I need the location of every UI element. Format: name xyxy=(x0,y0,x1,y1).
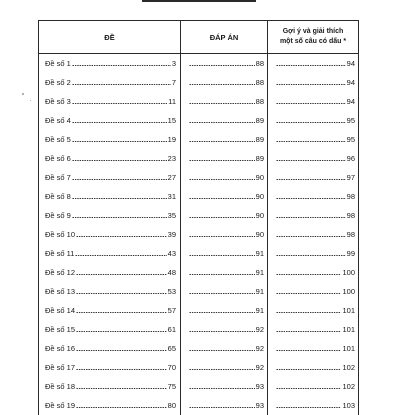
table-row xyxy=(39,73,358,92)
leader-dots xyxy=(276,407,341,408)
exam-cell xyxy=(39,54,181,73)
leader-dots xyxy=(76,350,167,351)
exam-cell xyxy=(39,282,181,301)
exam-label: Đề số 3 xyxy=(45,97,71,106)
exam-cell xyxy=(39,244,181,263)
leader-dots xyxy=(189,369,255,370)
answer-cell xyxy=(181,111,268,130)
scan-speck xyxy=(30,100,31,101)
exam-cell xyxy=(39,111,181,130)
table-row xyxy=(39,168,358,187)
exam-page: 75 xyxy=(167,382,176,391)
leader-dots xyxy=(189,312,255,313)
answer-page: 89 xyxy=(255,116,264,125)
leader-dots xyxy=(276,141,346,142)
leader-dots xyxy=(76,407,167,408)
leader-dots xyxy=(276,198,346,199)
exam-label: Đề số 6 xyxy=(45,154,71,163)
leader-dots xyxy=(276,236,346,237)
hint-page: 100 xyxy=(342,268,355,277)
answer-page: 90 xyxy=(255,211,264,220)
exam-page: 3 xyxy=(171,59,176,68)
table-row xyxy=(39,377,358,396)
hint-page: 102 xyxy=(342,363,355,372)
hint-page: 101 xyxy=(342,325,355,334)
answer-page: 92 xyxy=(255,344,264,353)
answer-cell xyxy=(181,282,268,301)
leader-dots xyxy=(276,255,346,256)
hint-page: 94 xyxy=(346,97,355,106)
answer-page: 93 xyxy=(255,401,264,410)
hint-cell xyxy=(268,130,358,149)
exam-page: 70 xyxy=(167,363,176,372)
hint-cell xyxy=(268,225,358,244)
exam-cell xyxy=(39,358,181,377)
leader-dots xyxy=(189,255,255,256)
exam-label: Đề số 19 xyxy=(45,401,76,410)
hint-page: 94 xyxy=(346,59,355,68)
leader-dots xyxy=(189,103,255,104)
hint-page: 101 xyxy=(342,306,355,315)
answer-page: 90 xyxy=(255,173,264,182)
header-exam: ĐỀ xyxy=(39,21,181,53)
exam-cell xyxy=(39,149,181,168)
hint-cell xyxy=(268,54,358,73)
header-hints xyxy=(268,21,358,53)
table-row xyxy=(39,92,358,111)
hint-page: 98 xyxy=(346,192,355,201)
hint-cell xyxy=(268,168,358,187)
leader-dots xyxy=(76,369,167,370)
leader-dots xyxy=(189,84,255,85)
table-row xyxy=(39,320,358,339)
table-body xyxy=(39,54,358,415)
hint-cell xyxy=(268,111,358,130)
exam-page: 23 xyxy=(167,154,176,163)
exam-page: 15 xyxy=(167,116,176,125)
answer-cell xyxy=(181,73,268,92)
hint-page: 102 xyxy=(342,382,355,391)
leader-dots xyxy=(189,331,255,332)
exam-page: 43 xyxy=(167,249,176,258)
hint-cell xyxy=(268,263,358,282)
answer-page: 91 xyxy=(255,306,264,315)
exam-cell xyxy=(39,263,181,282)
leader-dots xyxy=(276,331,341,332)
leader-dots xyxy=(72,198,167,199)
leader-dots xyxy=(276,350,341,351)
answer-cell xyxy=(181,168,268,187)
table-row xyxy=(39,225,358,244)
hint-page: 98 xyxy=(346,211,355,220)
leader-dots xyxy=(189,388,255,389)
exam-cell xyxy=(39,130,181,149)
answer-cell xyxy=(181,339,268,358)
scan-speck xyxy=(22,93,24,95)
leader-dots xyxy=(72,141,167,142)
leader-dots xyxy=(72,160,167,161)
exam-page: 35 xyxy=(167,211,176,220)
exam-label: Đề số 13 xyxy=(45,287,76,296)
exam-cell xyxy=(39,377,181,396)
answer-page: 90 xyxy=(255,230,264,239)
top-rule-decoration xyxy=(142,0,256,2)
leader-dots xyxy=(76,274,167,275)
answer-cell xyxy=(181,320,268,339)
hint-page: 96 xyxy=(346,154,355,163)
answer-cell xyxy=(181,206,268,225)
answer-page: 93 xyxy=(255,382,264,391)
exam-label: Đề số 11 xyxy=(45,249,75,258)
hint-cell xyxy=(268,206,358,225)
exam-cell xyxy=(39,320,181,339)
hint-cell xyxy=(268,92,358,111)
answer-page: 90 xyxy=(255,192,264,201)
answer-cell xyxy=(181,54,268,73)
answer-page: 88 xyxy=(255,78,264,87)
exam-page: 31 xyxy=(167,192,176,201)
exam-cell xyxy=(39,92,181,111)
answer-cell xyxy=(181,244,268,263)
hint-page: 98 xyxy=(346,230,355,239)
exam-cell xyxy=(39,301,181,320)
exam-label: Đề số 14 xyxy=(45,306,76,315)
leader-dots xyxy=(76,312,167,313)
exam-label: Đề số 12 xyxy=(45,268,76,277)
hint-page: 101 xyxy=(342,344,355,353)
exam-label: Đề số 15 xyxy=(45,325,76,334)
leader-dots xyxy=(76,331,167,332)
hint-page: 103 xyxy=(342,401,355,410)
hint-cell xyxy=(268,396,358,415)
exam-cell xyxy=(39,339,181,358)
exam-cell xyxy=(39,396,181,415)
answer-cell xyxy=(181,396,268,415)
leader-dots xyxy=(189,350,255,351)
table-row xyxy=(39,187,358,206)
answer-page: 91 xyxy=(255,268,264,277)
hint-cell xyxy=(268,282,358,301)
answer-cell xyxy=(181,377,268,396)
exam-label: Đề số 1 xyxy=(45,59,71,68)
leader-dots xyxy=(72,65,171,66)
hint-cell xyxy=(268,149,358,168)
leader-dots xyxy=(276,293,341,294)
hint-page: 94 xyxy=(346,78,355,87)
exam-label: Đề số 8 xyxy=(45,192,71,201)
leader-dots xyxy=(276,103,346,104)
table-row xyxy=(39,358,358,377)
exam-cell xyxy=(39,168,181,187)
exam-page: 39 xyxy=(167,230,176,239)
exam-cell xyxy=(39,187,181,206)
answer-page: 92 xyxy=(255,363,264,372)
leader-dots xyxy=(276,217,346,218)
exam-page: 11 xyxy=(168,97,176,106)
leader-dots xyxy=(276,65,346,66)
table-row xyxy=(39,301,358,320)
hint-cell xyxy=(268,244,358,263)
answer-cell xyxy=(181,187,268,206)
leader-dots xyxy=(72,217,167,218)
leader-dots xyxy=(276,179,346,180)
hint-cell xyxy=(268,339,358,358)
answer-page: 91 xyxy=(255,287,264,296)
exam-label: Đề số 9 xyxy=(45,211,71,220)
leader-dots xyxy=(189,198,255,199)
leader-dots xyxy=(76,236,167,237)
table-of-contents xyxy=(38,20,359,415)
hint-page: 95 xyxy=(346,135,355,144)
table-row xyxy=(39,130,358,149)
hint-page: 100 xyxy=(342,287,355,296)
leader-dots xyxy=(276,84,346,85)
answer-page: 89 xyxy=(255,135,264,144)
hint-cell xyxy=(268,320,358,339)
leader-dots xyxy=(189,274,255,275)
exam-cell xyxy=(39,225,181,244)
answer-cell xyxy=(181,92,268,111)
exam-label: Đề số 10 xyxy=(45,230,76,239)
exam-label: Đề số 4 xyxy=(45,116,71,125)
exam-label: Đề số 17 xyxy=(45,363,76,372)
answer-cell xyxy=(181,358,268,377)
hint-cell xyxy=(268,187,358,206)
leader-dots xyxy=(189,407,255,408)
answer-page: 92 xyxy=(255,325,264,334)
exam-label: Đề số 5 xyxy=(45,135,71,144)
exam-page: 61 xyxy=(167,325,176,334)
exam-page: 27 xyxy=(167,173,176,182)
answer-cell xyxy=(181,301,268,320)
leader-dots xyxy=(75,255,166,256)
table-row xyxy=(39,149,358,168)
leader-dots xyxy=(276,369,341,370)
table-row xyxy=(39,282,358,301)
leader-dots xyxy=(276,122,346,123)
exam-label: Đề số 7 xyxy=(45,173,71,182)
table-row xyxy=(39,396,358,415)
leader-dots xyxy=(276,388,341,389)
hint-cell xyxy=(268,377,358,396)
header-hints-line2: một số câu có dấu * xyxy=(279,38,347,45)
exam-page: 80 xyxy=(167,401,176,410)
exam-label: Đề số 18 xyxy=(45,382,76,391)
hint-cell xyxy=(268,73,358,92)
leader-dots xyxy=(189,141,255,142)
answer-cell xyxy=(181,130,268,149)
answer-cell xyxy=(181,225,268,244)
answer-page: 88 xyxy=(255,59,264,68)
leader-dots xyxy=(189,160,255,161)
leader-dots xyxy=(189,122,255,123)
leader-dots xyxy=(189,293,255,294)
hint-page: 99 xyxy=(346,249,355,258)
header-hints-line1: Gợi ý và giải thích xyxy=(282,28,344,35)
table-header xyxy=(39,21,358,54)
exam-label: Đề số 2 xyxy=(45,78,71,87)
exam-page: 57 xyxy=(167,306,176,315)
table-row xyxy=(39,54,358,73)
answer-page: 91 xyxy=(255,249,264,258)
leader-dots xyxy=(276,160,346,161)
answer-cell xyxy=(181,149,268,168)
leader-dots xyxy=(276,312,341,313)
leader-dots xyxy=(76,293,167,294)
exam-page: 48 xyxy=(167,268,176,277)
table-row xyxy=(39,244,358,263)
table-row xyxy=(39,206,358,225)
exam-page: 65 xyxy=(167,344,176,353)
leader-dots xyxy=(189,65,255,66)
leader-dots xyxy=(189,179,255,180)
answer-cell xyxy=(181,263,268,282)
table-row xyxy=(39,339,358,358)
answer-page: 88 xyxy=(255,97,264,106)
leader-dots xyxy=(189,217,255,218)
leader-dots xyxy=(72,84,171,85)
answer-page: 89 xyxy=(255,154,264,163)
leader-dots xyxy=(72,179,167,180)
header-answer: ĐÁP ÁN xyxy=(181,21,268,53)
leader-dots xyxy=(76,388,167,389)
exam-page: 19 xyxy=(167,135,176,144)
hint-cell xyxy=(268,358,358,377)
exam-cell xyxy=(39,73,181,92)
exam-page: 7 xyxy=(171,78,176,87)
hint-page: 97 xyxy=(346,173,355,182)
hint-cell xyxy=(268,301,358,320)
leader-dots xyxy=(189,236,255,237)
exam-cell xyxy=(39,206,181,225)
hint-page: 95 xyxy=(346,116,355,125)
leader-dots xyxy=(276,274,341,275)
leader-dots xyxy=(72,103,167,104)
table-row xyxy=(39,111,358,130)
exam-label: Đề số 16 xyxy=(45,344,76,353)
leader-dots xyxy=(72,122,167,123)
table-row xyxy=(39,263,358,282)
exam-page: 53 xyxy=(167,287,176,296)
